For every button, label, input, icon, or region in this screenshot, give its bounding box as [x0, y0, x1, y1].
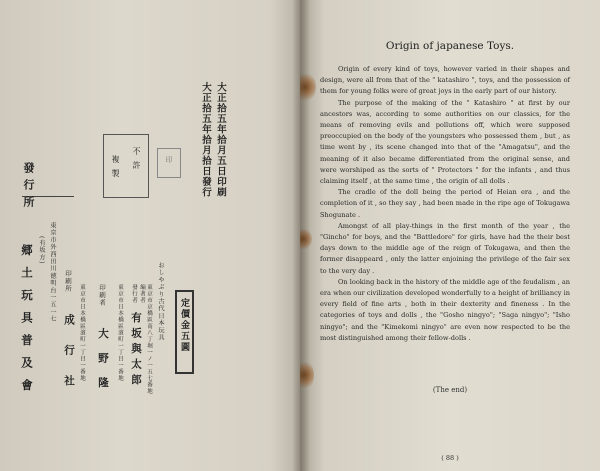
price-box	[175, 290, 194, 374]
publish-date: 大正拾五年拾月拾日發行	[200, 82, 211, 198]
copyright-stamp	[103, 134, 149, 198]
printshop-address: 東京市日本橋區濱町一丁目一番地	[79, 284, 85, 382]
page-number: ( 88 )	[441, 454, 459, 462]
editor-name: 有坂與太郎	[130, 312, 142, 390]
end-mark: (The end)	[432, 386, 468, 394]
right-page-english	[300, 0, 600, 471]
print-date: 大正拾五年拾月五日印刷	[215, 82, 226, 198]
printer-name: 大野隆	[97, 328, 109, 402]
printer-role: 印刷者	[98, 284, 106, 307]
paragraph: Amongst of all play-things in the first month of the year , the "Gincho" for boys, and the "Battledore" for girls, have had the their best days down to the middle age of the reign of Tokugawa, and then the former disappeard , only the latter enjoining the privilege of the fair sex to the very day .	[320, 221, 570, 275]
price: 定價金五圓	[179, 298, 189, 353]
paragraph: The cradle of the doll being the period of Heian era , and the completion of it , so they say , had been made in the ripe age of Tokugawa Shogunate .	[320, 188, 570, 219]
print-dates	[198, 82, 228, 198]
publisher-label: 發行所	[22, 162, 35, 213]
publisher-name: 郷土玩具普及會	[20, 244, 34, 402]
stamp-bottom-text: 複製	[111, 155, 120, 183]
paragraph: Origin of every kind of toys, however varied in their shapes and design, were all from that of the " katashiro ", toys, and the possession of them for young folks were of great joys in the early part of our history.	[320, 65, 570, 96]
series-title: おしやぶり古代日本玩具	[157, 262, 164, 342]
publisher-address: 東京市外西田川徳明台一五一七	[49, 222, 56, 323]
editor-address: 東京市京橋區南八丁堀一ノ一五七番地	[146, 284, 152, 395]
paragraph: The purpose of the making of the " Katashiro " at first by our ancestors was, according to some authorities on our classics, for the means of removing evils and pollutions off, which were supposed preoccupied on the body of the youngsters who possessed them , but , as time went by , its scene changed into that of the "Amagatsu", and the meaning of it also became differentiated from the original sense, and were worshiped as the sorts of " Protectors " for the infants , and thus claiming itself , at the same time , the origin of all dolls .	[320, 98, 570, 186]
printer-address: 東京市日本橋區濱町一丁目一番地	[117, 284, 123, 382]
seal-box	[157, 148, 181, 178]
stamp-top-text: 不許	[132, 147, 141, 175]
page-title: Origin of japanese Toys.	[385, 40, 515, 52]
printshop-name: 成行社	[63, 314, 75, 406]
body-text	[320, 64, 570, 344]
paragraph: On looking back in the history of the middle age of the feudalism , an era when our civilization developed wonderfully to a height of brilliancy in every field of fine arts , both in their dexterity and fineness . In the categories of toys and dolls , the "Gosho ningyo"; "Saga ningyo"; "Isho ningyo"; and the "Kimekomi ningyo" are even now respected to be the most distinguished among their fellow-dolls .	[320, 277, 571, 342]
book-gutter	[292, 0, 310, 471]
publisher-branch: (有坂方)	[38, 236, 45, 265]
editor-role: 編著者 發行者	[131, 284, 145, 304]
printshop-role: 印刷所	[64, 270, 72, 293]
seal-label: 印	[165, 156, 173, 164]
